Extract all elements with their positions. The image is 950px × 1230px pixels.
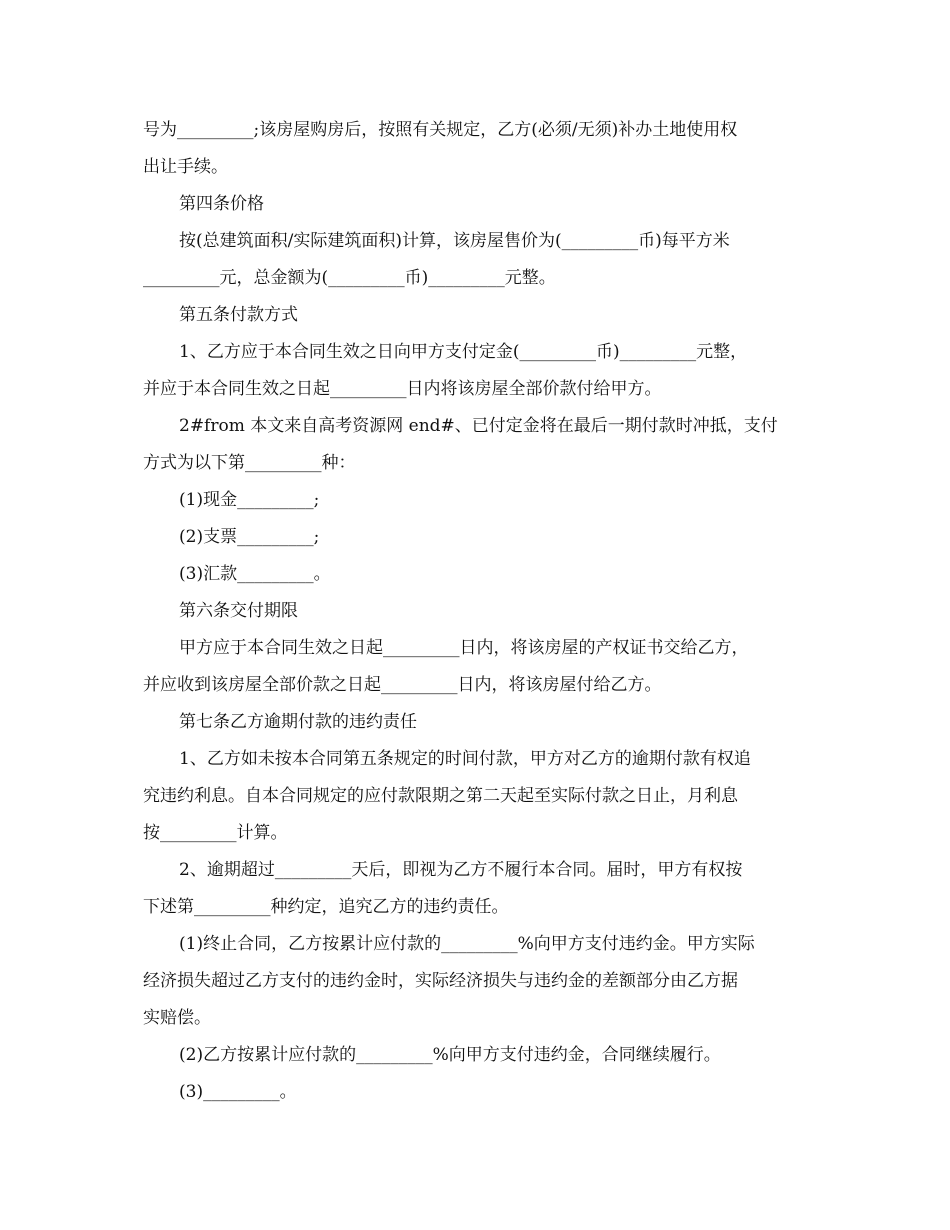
body-line-7: 1、乙方应于本合同生效之日向甲方支付定金(_________币)_________元整， [179, 342, 748, 362]
body-line-1: 号为_________;该房屋购房后，按照有关规定，乙方(必须/无须)补办土地使用权 [143, 120, 738, 140]
body-line-21: 2、逾期超过_________天后，即视为乙方不履行本合同。届时，甲方有权按 [179, 860, 743, 880]
body-line-26: (2)乙方按累计应付款的_________%向甲方支付违约金，合同继续履行。 [179, 1045, 721, 1065]
body-line-20: 按_________计算。 [143, 823, 288, 843]
body-line-19: 究违约利息。自本合同规定的应付款限期之第二天起至实际付款之日止，月利息 [143, 786, 738, 806]
body-line-22: 下述第_________种约定，追究乙方的违约责任。 [143, 897, 509, 917]
section-heading-liability: 第七条乙方逾期付款的违约责任 [179, 712, 417, 732]
body-line-15: 甲方应于本合同生效之日起_________日内，将该房屋的产权证书交给乙方， [179, 638, 749, 658]
body-line-24: 经济损失超过乙方支付的违约金时，实际经济损失与违约金的差额部分由乙方据 [143, 971, 738, 991]
section-heading-delivery: 第六条交付期限 [179, 601, 298, 621]
body-line-4: 按(总建筑面积/实际建筑面积)计算，该房屋售价为(_________币)每平方米 [179, 231, 730, 251]
body-line-23: (1)终止合同，乙方按累计应付款的_________%向甲方支付违约金。甲方实际 [179, 934, 755, 954]
option-check: (2)支票_________; [179, 527, 320, 547]
body-line-25: 实赔偿。 [143, 1008, 211, 1028]
body-line-27: (3)_________。 [179, 1082, 297, 1102]
body-line-18: 1、乙方如未按本合同第五条规定的时间付款，甲方对乙方的逾期付款有权追 [179, 749, 751, 769]
section-heading-price: 第四条价格 [179, 194, 264, 214]
body-line-9: 2#from 本文来自高考资源网 end#、已付定金将在最后一期付款时冲抵，支付 [179, 416, 778, 436]
section-heading-payment-method: 第五条付款方式 [179, 305, 298, 325]
body-line-8: 并应于本合同生效之日起_________日内将该房屋全部价款付给甲方。 [143, 379, 662, 399]
option-remittance: (3)汇款_________。 [179, 564, 331, 584]
body-line-5: _________元，总金额为(_________币)_________元整。 [143, 268, 556, 288]
body-line-16: 并应收到该房屋全部价款之日起_________日内，将该房屋付给乙方。 [143, 675, 662, 695]
body-line-10: 方式为以下第_________种： [143, 453, 356, 473]
body-line-2: 出让手续。 [143, 157, 228, 177]
option-cash: (1)现金_________; [179, 490, 320, 510]
document-body [143, 112, 813, 1111]
